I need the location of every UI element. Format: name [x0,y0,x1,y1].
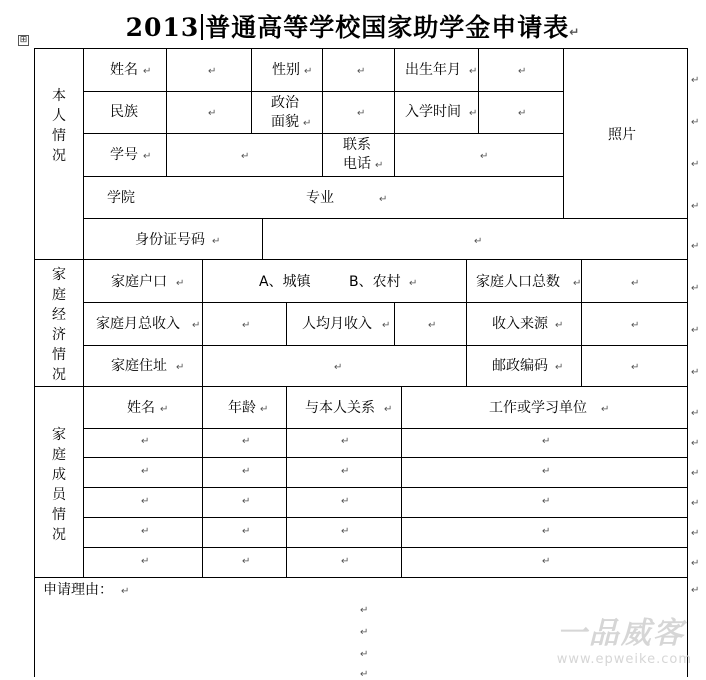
label-contact-1: 联系 [343,137,371,153]
paragraph-mark-icon: ↵ [121,586,130,597]
watermark-logo: 一品威客 [556,616,685,651]
paragraph-mark-icon: ↵ [341,466,350,477]
field-ethnicity[interactable]: ↵ [208,108,217,119]
paragraph-mark-icon: ↵ [691,468,700,479]
paragraph-mark-icon: ↵ [691,367,700,378]
watermark [557,608,692,667]
label-per-capita-income: 人均月收入 [302,316,372,332]
paragraph-mark-icon: ↵ [360,669,369,680]
paragraph-mark-icon: ↵ [691,159,700,170]
paragraph-mark-icon: ↵ [691,438,700,449]
paragraph-mark-icon: ↵ [384,404,393,415]
label-contact-2: 电话 [343,156,371,172]
paragraph-mark-icon: ↵ [542,466,551,477]
label-ethnicity: 民族 [110,104,138,120]
paragraph-mark-icon: ↵ [341,526,350,537]
paragraph-mark-icon: ↵ [360,627,369,638]
col-header-workplace: 工作或学习单位 [489,400,587,416]
paragraph-mark-icon: ↵ [176,362,185,373]
paragraph-mark-icon: ↵ [160,404,169,415]
table-move-handle-icon[interactable]: ⊞ [19,35,28,45]
label-population: 家庭人口总数 [476,274,560,290]
paragraph-mark-icon: ↵ [341,496,350,507]
photo-box: 照片 [608,127,636,143]
paragraph-mark-icon: ↵ [542,436,551,447]
label-enroll-time: 入学时间 [405,104,461,120]
label-political-2: 面貌 [271,114,299,130]
field-id-number[interactable]: ↵ [474,236,483,247]
paragraph-mark-icon: ↵ [242,466,251,477]
label-student-id: 学号 [110,147,138,163]
label-address: 家庭住址 [111,358,167,374]
paragraph-mark-icon: ↵ [304,66,313,77]
section-label-family-economy: 家庭经济情况 [52,267,66,383]
paragraph-mark-icon: ↵ [691,117,700,128]
label-major: 专业 [306,190,334,206]
label-reason: 申请理由： [43,582,113,598]
paragraph-mark-icon: ↵ [691,585,700,596]
field-student-id[interactable]: ↵ [241,151,250,162]
label-postcode: 邮政编码 [492,358,548,374]
paragraph-mark-icon: ↵ [691,408,700,419]
paragraph-mark-icon: ↵ [192,320,201,331]
paragraph-mark-icon: ↵ [542,526,551,537]
label-monthly-income: 家庭月总收入 [96,316,180,332]
label-household: 家庭户口 [111,274,167,290]
paragraph-mark-icon: ↵ [375,160,384,171]
field-contact[interactable]: ↵ [480,151,489,162]
field-address[interactable]: ↵ [334,362,343,373]
paragraph-mark-icon: ↵ [141,526,150,537]
label-id-number: 身份证号码 [135,232,205,248]
field-monthly-income[interactable]: ↵ [242,320,251,331]
label-college: 学院 [107,190,135,206]
paragraph-mark-icon: ↵ [176,278,185,289]
paragraph-mark-icon: ↵ [542,496,551,507]
paragraph-mark-icon: ↵ [141,436,150,447]
paragraph-mark-icon: ↵ [573,278,582,289]
col-header-relation: 与本人关系 [305,400,375,416]
section-label-family-members: 家庭成员情况 [52,427,66,543]
field-postcode[interactable]: ↵ [631,362,640,373]
section-label-personal: 本人情况 [52,88,66,164]
field-name[interactable]: ↵ [208,66,217,77]
paragraph-mark-icon: ↵ [382,320,391,331]
text-cursor [201,14,203,40]
label-income-source: 收入来源 [492,316,548,332]
paragraph-mark-icon: ↵ [143,151,152,162]
paragraph-mark-icon: ↵ [691,325,700,336]
paragraph-mark-icon: ↵ [242,436,251,447]
paragraph-mark-icon: ↵ [691,201,700,212]
paragraph-mark-icon: ↵ [691,283,700,294]
paragraph-mark-icon: ↵ [341,556,350,567]
paragraph-mark-icon: ↵ [143,66,152,77]
page-title: 2013 普通高等学校国家助学金申请表↵ [125,13,581,42]
paragraph-mark-icon: ↵ [555,320,564,331]
paragraph-mark-icon: ↵ [469,108,478,119]
field-population[interactable]: ↵ [631,278,640,289]
option-rural[interactable]: B、农村 [349,274,401,290]
label-birth: 出生年月 [405,62,461,78]
paragraph-mark-icon: ↵ [260,404,269,415]
field-per-capita-income[interactable]: ↵ [428,320,437,331]
watermark-url: www.epweike.com [556,652,692,667]
field-major[interactable]: ↵ [379,194,388,205]
paragraph-mark-icon: ↵ [242,526,251,537]
paragraph-mark-icon: ↵ [691,75,700,86]
field-political[interactable]: ↵ [357,108,366,119]
col-header-name: 姓名 [127,400,155,416]
paragraph-mark-icon: ↵ [341,436,350,447]
paragraph-mark-icon: ↵ [360,649,369,660]
paragraph-mark-icon: ↵ [141,466,150,477]
paragraph-mark-icon: ↵ [569,25,581,39]
paragraph-mark-icon: ↵ [691,498,700,509]
paragraph-mark-icon: ↵ [691,528,700,539]
label-gender: 性别 [272,62,300,78]
paragraph-mark-icon: ↵ [555,362,564,373]
paragraph-mark-icon: ↵ [303,118,312,129]
paragraph-mark-icon: ↵ [409,278,418,289]
field-income-source[interactable]: ↵ [631,320,640,331]
col-header-age: 年龄 [228,400,256,416]
field-enroll-time[interactable]: ↵ [518,108,527,119]
paragraph-mark-icon: ↵ [360,605,369,616]
paragraph-mark-icon: ↵ [691,241,700,252]
paragraph-mark-icon: ↵ [141,556,150,567]
option-urban[interactable]: A、城镇 [259,274,311,290]
field-gender[interactable]: ↵ [357,66,366,77]
paragraph-mark-icon: ↵ [242,496,251,507]
paragraph-mark-icon: ↵ [469,66,478,77]
paragraph-mark-icon: ↵ [542,556,551,567]
paragraph-mark-icon: ↵ [601,404,610,415]
paragraph-mark-icon: ↵ [691,558,700,569]
field-birth[interactable]: ↵ [518,66,527,77]
paragraph-mark-icon: ↵ [141,496,150,507]
label-name: 姓名 [110,62,138,78]
paragraph-mark-icon: ↵ [242,556,251,567]
paragraph-mark-icon: ↵ [212,236,221,247]
label-political-1: 政治 [271,95,299,111]
